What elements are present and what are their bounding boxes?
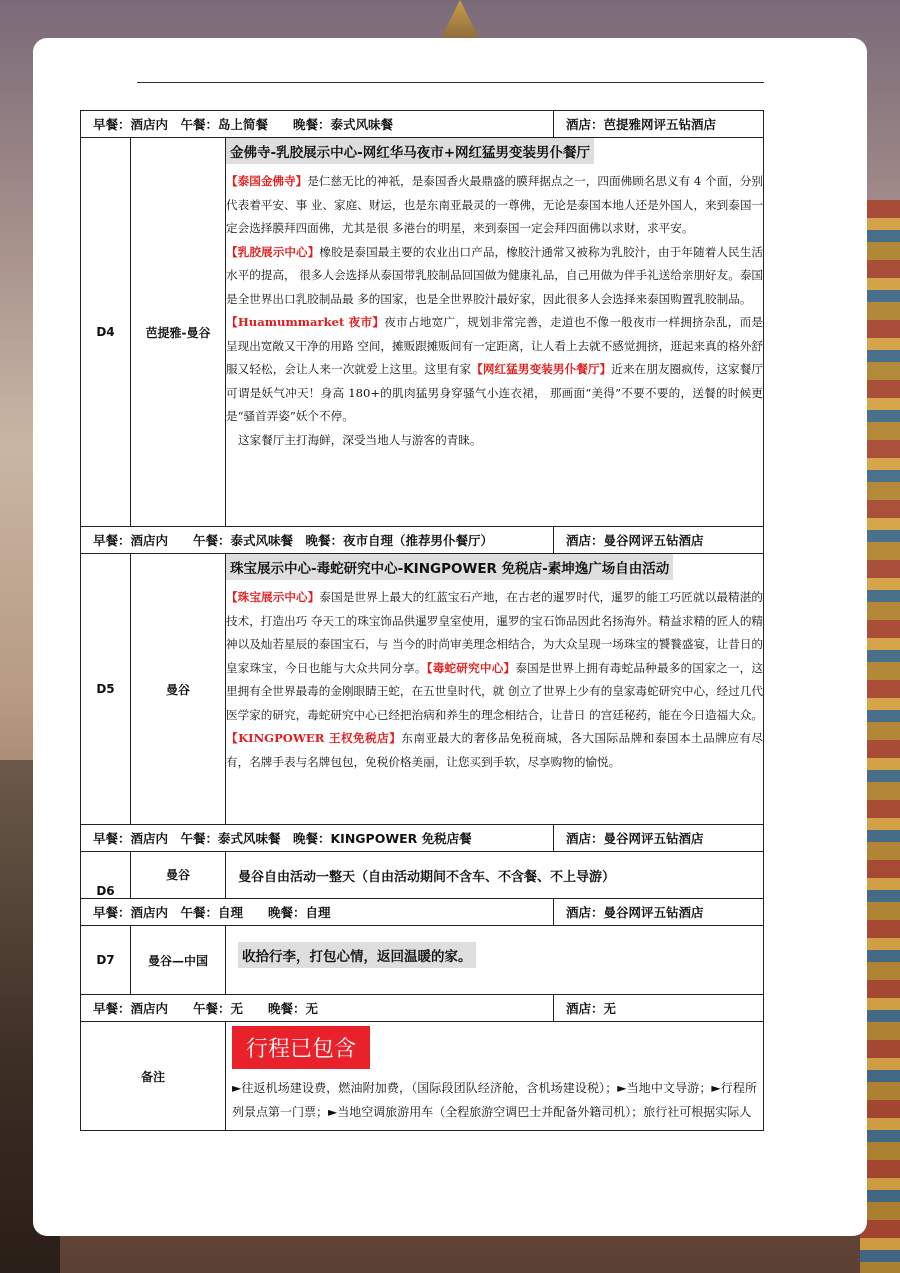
day-row-d5 — [81, 554, 764, 825]
day-title: 曼谷自由活动一整天（自由活动期间不含车、不含餐、不上导游） — [226, 852, 764, 899]
meal-info: 早餐：酒店内 午餐：泰式风味餐 晚餐：夜市自理（推荐男仆餐厅） — [81, 527, 554, 554]
meal-row-d6 — [81, 899, 764, 926]
hotel-info: 酒店：曼谷网评五钻酒店 — [554, 527, 764, 554]
attraction-tag: 【毒蛇研究中心】 — [426, 660, 516, 675]
paragraph-jewelry-snake — [226, 586, 763, 727]
paragraph-night-market — [226, 311, 763, 429]
attraction-text: 橡胶是泰国最主要的农业出口产品，橡胶汁通常又被称为乳胶汁，由于年随着人民生活水平的提高， 很多人会选择从泰国带乳胶制品回国做为健康礼品，自己用做为伴手礼送给亲朋好友。泰国是全世界出口乳胶制品最 多的国家，也是全世界胶汁最好家，因此很多人会选择来泰国购置乳胶制品。 — [226, 244, 764, 306]
included-text: ►往返机场建设费，燃油附加费，（国际段团队经济舱，含机场建设税）；►当地中文导游；►行程所列景点第一门票；►当地空调旅游用车（全程旅游空调巴士并配备外籍司机）；旅行社可根据实际人 — [232, 1081, 758, 1119]
meal-row-d4 — [81, 527, 764, 554]
meal-info: 早餐：酒店内 午餐：岛上简餐 晚餐：泰式风味餐 — [81, 111, 554, 138]
paragraph-latex-center — [226, 241, 763, 312]
attraction-text: 近来在朋友圈疯传，这家餐厅可谓是妖气冲天！身高 180+的肌肉猛男身穿骚气小连衣裙， 那画面“美得”不要不要的，送餐的时候更是“骚首弄姿”妖个不停。 — [226, 362, 764, 423]
note-label: 备注 — [81, 1022, 226, 1131]
day-city: 曼谷 — [131, 852, 226, 899]
hotel-info: 酒店：曼谷网评五钻酒店 — [554, 825, 764, 852]
day-city: 曼谷 — [131, 554, 226, 825]
background-spire-decoration — [440, 0, 480, 40]
attraction-tag: 【珠宝展示中心】 — [226, 590, 320, 604]
day-title: 珠宝展示中心-毒蛇研究中心-KINGPOWER 免税店-素坤逸广场自由活动 — [226, 554, 673, 580]
meal-row-d3 — [81, 111, 764, 138]
hotel-info: 酒店：芭提雅网评五钻酒店 — [554, 111, 764, 138]
header-rule — [137, 82, 764, 83]
included-badge: 行程已包含 — [232, 1026, 370, 1069]
attraction-tag: 【网红猛男变装男仆餐厅】 — [471, 362, 612, 376]
day-content — [226, 926, 764, 995]
attraction-tag: 【Huamummarket 夜市】 — [226, 315, 385, 329]
day-label: D7 — [81, 926, 131, 995]
day-label: D5 — [81, 554, 131, 825]
itinerary-table — [80, 110, 764, 1131]
attraction-tag: 【KINGPOWER 王权免税店】 — [226, 731, 402, 745]
day-row-d4 — [81, 138, 764, 527]
day-city: 芭提雅-曼谷 — [131, 138, 226, 527]
meal-row-d5 — [81, 825, 764, 852]
attraction-text: 泰国是世界上最大的红蓝宝石产地，在古老的暹罗时代，暹罗的能工巧匠就以最精湛的技术，打造出巧 夺天工的珠宝饰品供暹罗皇室使用，暹罗的宝石饰品因此名扬海外。精益求精的匠人的精神以及灿若星辰的泰国宝石，与 当今的时尚审美理念相结合，为大众呈现一场珠宝的饕餮盛宴，让昔日的皇家珠宝，今日也能与大众共同分享。 — [226, 590, 764, 675]
attraction-text: 夜市占地宽广，规划非常完善，走道也不像一般夜市一样拥挤杂乱，而是呈现出宽敞又干净的用路 空间，摊贩跟摊贩间有一定距离，让人看上去就不感觉拥挤，逛起来真的格外舒服又轻松，会让人来一次就爱上这里。这里有家 — [226, 315, 764, 376]
day-label: D6 — [81, 852, 131, 899]
paragraph-kingpower — [226, 727, 763, 774]
attraction-tag: 【泰国金佛寺】 — [226, 174, 308, 188]
day-content — [226, 554, 764, 825]
paragraph-golden-buddha — [226, 170, 763, 241]
day-city: 曼谷—中国 — [131, 926, 226, 995]
attraction-text: 泰国是世界上拥有毒蛇品种最多的国家之一，这里拥有全世界最毒的金刚眼睛王蛇，在五世皇时代，就 创立了世界上少有的皇家毒蛇研究中心，经过几代医学家的研究，毒蛇研究中心已经把治病和养生的理念相结合，让昔日 的宫廷秘药，能在今日造福大众。 — [226, 660, 764, 722]
day-content — [226, 138, 764, 527]
attraction-text: 东南亚最大的奢侈品免税商城，各大国际品牌和泰国本土品牌应有尽有，名牌手表与名牌包包，免税价格美丽，让您买到手软，尽享购物的愉悦。 — [226, 731, 764, 769]
attraction-text: 是仁慈无比的神祇，是泰国香火最鼎盛的膜拜据点之一，四面佛顾名思义有 4 个面，分别代表着平安、事 业、家庭、财运，也是东南亚最灵的一尊佛，无论是泰国本地人还是外国人，来到泰国一定会选择膜拜四面佛，尤其是很 多港台的明星，来到泰国一定会拜四面佛以求财，求平安。 — [226, 174, 764, 235]
day-label: D4 — [81, 138, 131, 527]
note-content — [226, 1022, 764, 1131]
meal-row-d7 — [81, 995, 764, 1022]
hotel-info: 酒店：无 — [554, 995, 764, 1022]
day-title: 金佛寺-乳胶展示中心-网红华马夜市+网红猛男变装男仆餐厅 — [226, 138, 594, 164]
meal-info: 早餐：酒店内 午餐：泰式风味餐 晚餐：KINGPOWER 免税店餐 — [81, 825, 554, 852]
note-row — [81, 1022, 764, 1131]
meal-info: 早餐：酒店内 午餐：自理 晚餐：自理 — [81, 899, 554, 926]
day-row-d7 — [81, 926, 764, 995]
meal-info: 早餐：酒店内 午餐：无 晚餐：无 — [81, 995, 554, 1022]
hotel-info: 酒店：曼谷网评五钻酒店 — [554, 899, 764, 926]
day-title: 收拾行李，打包心情，返回温暖的家。 — [238, 942, 476, 968]
day-row-d6 — [81, 852, 764, 899]
attraction-tag: 【乳胶展示中心】 — [226, 244, 320, 259]
paragraph-restaurant-note: 这家餐厅主打海鲜，深受当地人与游客的青睐。 — [238, 432, 482, 447]
